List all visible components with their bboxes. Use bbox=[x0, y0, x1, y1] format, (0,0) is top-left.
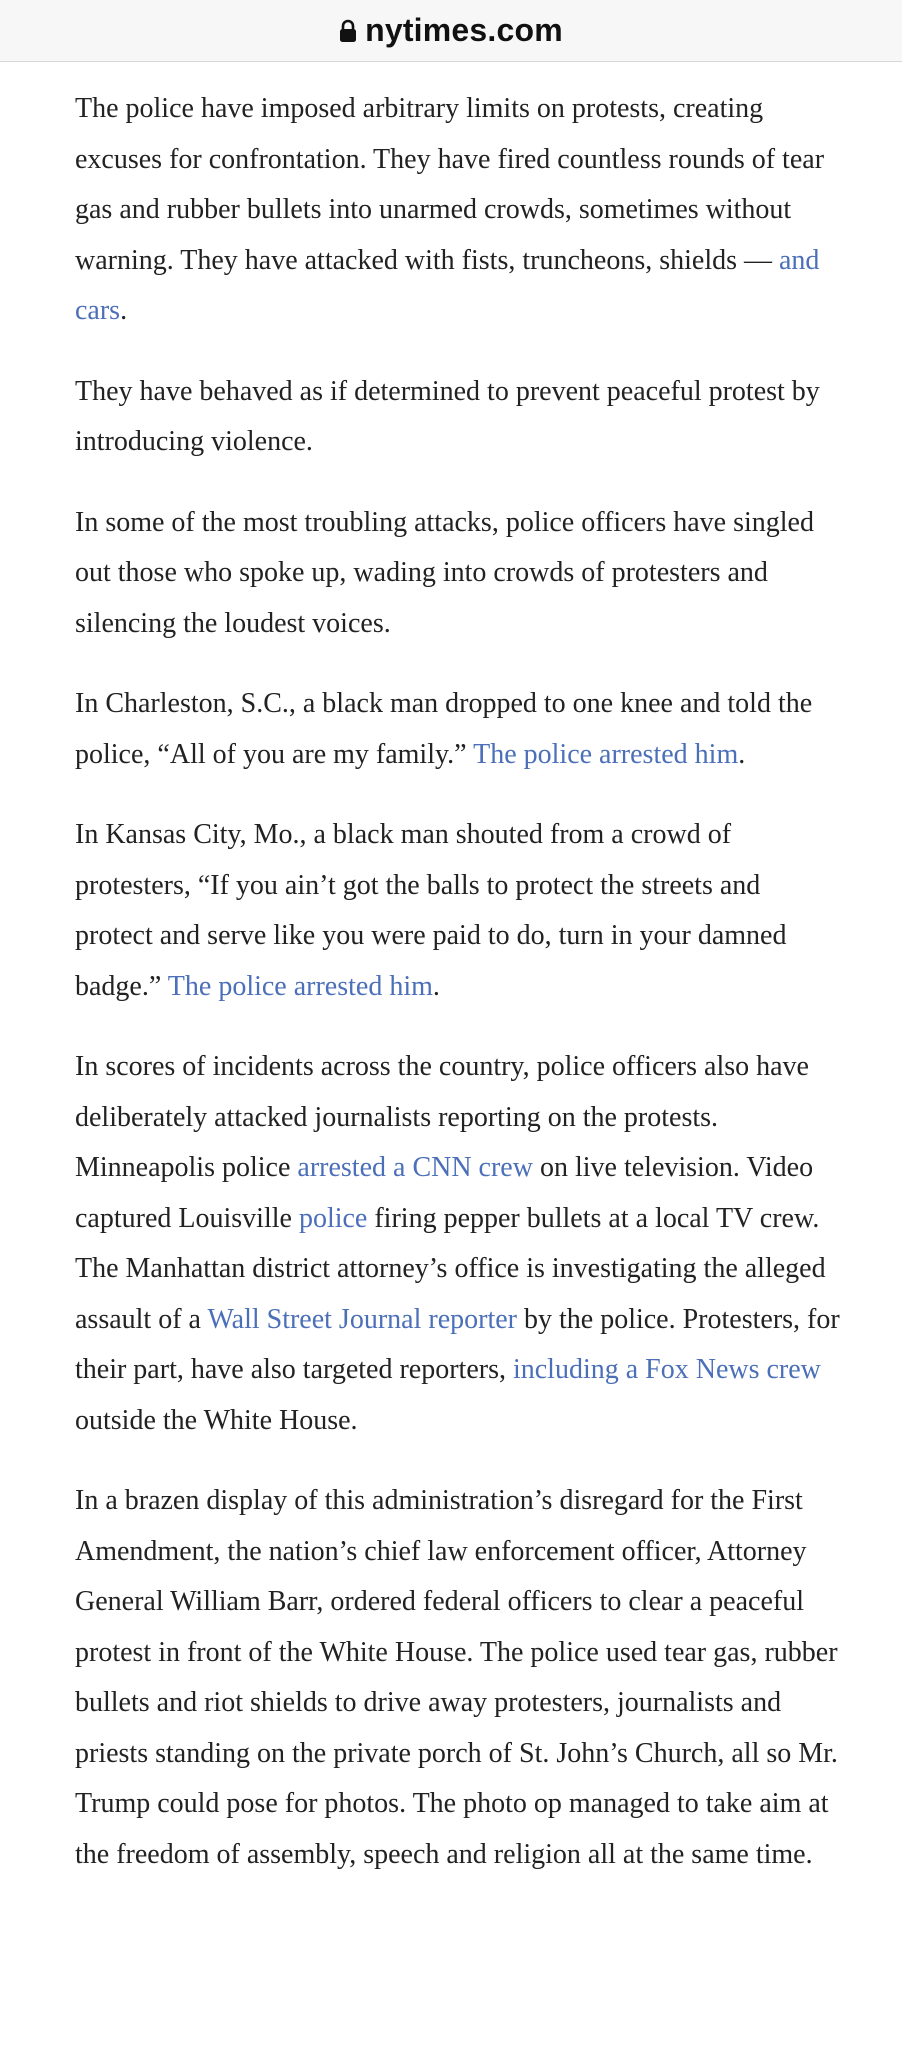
paragraph-text: by the police. Protesters, for their part, have also targeted reporters, bbox=[75, 1303, 840, 1385]
article-link[interactable]: The police arrested him bbox=[473, 738, 739, 770]
article-paragraph bbox=[75, 1476, 845, 1880]
article-paragraph bbox=[75, 498, 845, 650]
article-body bbox=[75, 84, 845, 1910]
paragraph-text: In Kansas City, Mo., a black man shouted from a crowd of protesters, “If you ain’t got the balls to protect the streets and protect and serve like you were paid to do, turn in your damned badge.” bbox=[75, 819, 787, 1002]
article-paragraph bbox=[75, 84, 845, 337]
article-link[interactable]: Wall Street Journal reporter bbox=[207, 1303, 517, 1335]
url-bar[interactable] bbox=[0, 0, 902, 62]
url-display[interactable] bbox=[339, 12, 563, 49]
paragraph-text: firing pepper bullets at a local TV crew. The Manhattan district attorney’s office is investigating the alleged assault of a bbox=[75, 1202, 826, 1335]
article-paragraph bbox=[75, 679, 845, 780]
paragraph-text: outside the White House. bbox=[75, 1404, 358, 1436]
paragraph-text: In a brazen display of this administration’s disregard for the First Amendment, the nation’s chief law enforcement officer, Attorney General William Barr, ordered federal officers to clear a peaceful protest in front of the White House. The police used tear gas, rubber bullets and riot shields to drive away protesters, journalists and priests standing on the private porch of St. John’s Church, all so Mr. Trump could pose for photos. The photo op managed to take aim at the freedom of assembly, speech and religion all at the same time. bbox=[75, 1485, 838, 1870]
paragraph-text: In Charleston, S.C., a black man dropped to one knee and told the police, “All of you are my family.” bbox=[75, 688, 813, 770]
article-paragraph bbox=[75, 1042, 845, 1446]
article-link[interactable]: including a Fox News crew bbox=[512, 1354, 821, 1385]
paragraph-text: The police have imposed arbitrary limits on protests, creating excuses for confrontation. They have fired countless rounds of tear gas and rubber bullets into unarmed crowds, sometimes without warning. They have attacked with fists, truncheons, shields — bbox=[75, 93, 825, 276]
site-domain: nytimes.com bbox=[365, 12, 563, 48]
paragraph-text: . bbox=[120, 295, 128, 326]
article-paragraph bbox=[75, 810, 845, 1012]
paragraph-text: . bbox=[738, 738, 746, 770]
paragraph-text: They have behaved as if determined to prevent peaceful protest by introducing violence. bbox=[75, 375, 820, 457]
paragraph-text: In scores of incidents across the country, police officers also have deliberately attacked journalists reporting on the protests. Minneapolis police bbox=[75, 1051, 809, 1183]
paragraph-text: In some of the most troubling attacks, police officers have singled out those who spoke up, wading into crowds of protesters and silencing the loudest voices. bbox=[75, 506, 814, 639]
paragraph-text: . bbox=[432, 970, 440, 1002]
paragraph-text: on live television. Video captured Louisville bbox=[75, 1152, 814, 1234]
article-link[interactable]: and cars bbox=[75, 244, 820, 326]
article-paragraph bbox=[75, 367, 845, 468]
lock-icon bbox=[339, 19, 357, 43]
article-link[interactable]: arrested a CNN crew bbox=[297, 1152, 533, 1183]
article-link[interactable]: police bbox=[298, 1202, 368, 1234]
article-link[interactable]: The police arrested him bbox=[167, 970, 433, 1002]
